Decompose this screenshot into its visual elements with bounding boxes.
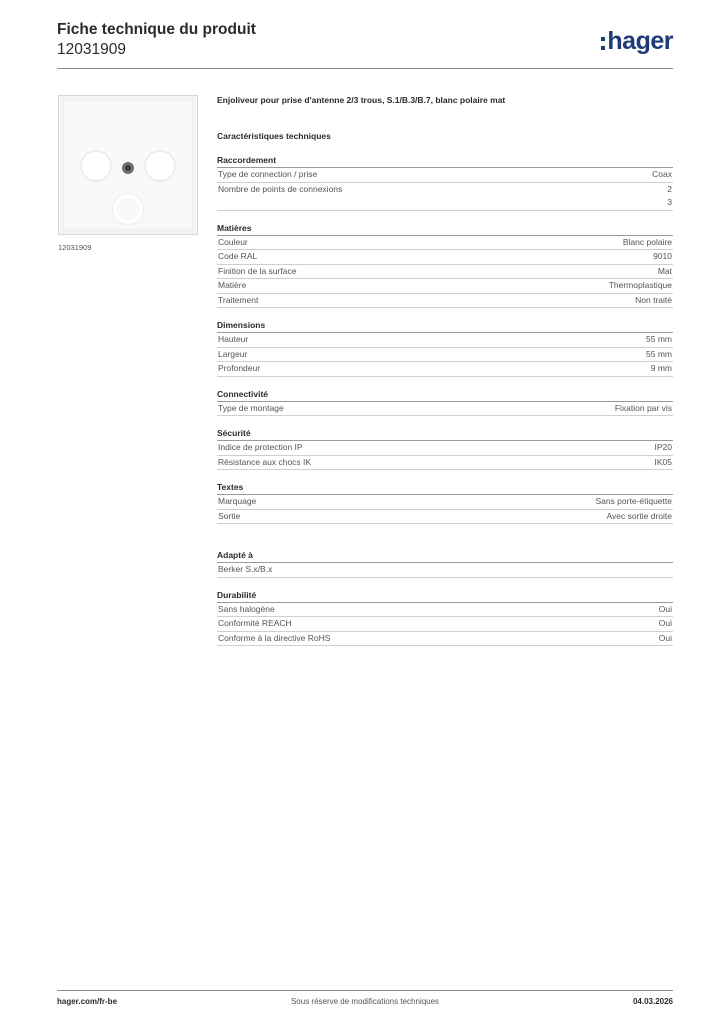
spec-value-line: Oui bbox=[658, 632, 672, 643]
spec-value-line: IP20 bbox=[654, 442, 672, 452]
footer-date: 04.03.2026 bbox=[632, 997, 673, 1006]
logo-text: hager bbox=[607, 27, 673, 55]
spec-row bbox=[217, 495, 673, 510]
spec-value-line: IK05 bbox=[654, 456, 672, 467]
logo-dots-icon bbox=[601, 37, 605, 50]
spec-row bbox=[217, 279, 673, 294]
spec-value bbox=[659, 603, 672, 617]
spec-row bbox=[217, 265, 673, 280]
spec-value bbox=[658, 265, 672, 279]
spec-label: Hauteur bbox=[218, 334, 249, 344]
spec-value bbox=[651, 362, 672, 376]
spec-row bbox=[217, 348, 673, 363]
spec-section bbox=[217, 319, 673, 377]
spec-row bbox=[217, 441, 673, 456]
spec-value bbox=[609, 279, 672, 293]
spec-value bbox=[659, 632, 672, 646]
spec-sections bbox=[217, 154, 673, 646]
tech-heading: Caractéristiques techniques bbox=[217, 131, 331, 141]
spec-section bbox=[217, 154, 673, 211]
spec-value bbox=[659, 617, 672, 631]
spec-value bbox=[623, 236, 672, 250]
spec-label: Type de montage bbox=[218, 402, 284, 413]
footer-website: hager.com/fr-be bbox=[57, 997, 118, 1006]
spec-label: Berker S.x/B.x bbox=[218, 564, 273, 574]
spec-label: Sortie bbox=[218, 510, 241, 521]
spec-value bbox=[615, 402, 672, 416]
spec-label: Nombre de points de connexions bbox=[218, 183, 343, 194]
spec-label: Couleur bbox=[218, 236, 248, 247]
spec-value bbox=[655, 456, 673, 470]
spec-row bbox=[217, 294, 673, 309]
section-title: Dimensions bbox=[217, 319, 673, 333]
spec-section bbox=[217, 427, 673, 470]
section-title: Sécurité bbox=[217, 427, 673, 441]
spec-label: Finition de la surface bbox=[218, 265, 297, 276]
cover-plate-icon bbox=[59, 96, 197, 234]
spec-section bbox=[217, 388, 673, 417]
spec-value-line: 55 mm bbox=[646, 334, 672, 344]
spec-row bbox=[217, 456, 673, 471]
spec-row bbox=[217, 603, 673, 618]
spec-row bbox=[217, 333, 673, 348]
spec-value-line: Mat bbox=[657, 265, 672, 276]
spec-label: Sans halogène bbox=[218, 603, 275, 614]
section-title: Connectivité bbox=[217, 388, 673, 402]
spec-label: Conformité REACH bbox=[218, 618, 292, 628]
spec-value bbox=[655, 441, 673, 455]
spec-row bbox=[217, 510, 673, 525]
spec-row bbox=[217, 617, 673, 632]
spec-value-line: 3 bbox=[667, 197, 672, 207]
spec-section bbox=[217, 481, 673, 524]
spec-value bbox=[606, 510, 672, 524]
section-title: Matières bbox=[217, 222, 673, 236]
spec-section bbox=[217, 222, 673, 309]
spec-label: Résistance aux chocs IK bbox=[218, 456, 312, 467]
spec-row bbox=[217, 168, 673, 183]
spec-section bbox=[217, 549, 673, 578]
footer-notice: Sous réserve de modifications techniques bbox=[290, 997, 440, 1006]
spec-value bbox=[652, 168, 672, 182]
spec-value bbox=[646, 348, 672, 362]
spec-value-line: 2 bbox=[667, 183, 672, 194]
image-caption: 12031909 bbox=[58, 243, 92, 252]
spec-label: Traitement bbox=[218, 294, 259, 305]
spec-value bbox=[653, 250, 672, 264]
spec-value-line: Coax bbox=[652, 169, 672, 179]
spec-value-line: Thermoplastique bbox=[608, 280, 672, 290]
spec-row bbox=[217, 183, 673, 211]
header-divider bbox=[57, 68, 673, 69]
spec-value bbox=[595, 495, 672, 509]
spec-row bbox=[217, 250, 673, 265]
footer-divider bbox=[57, 990, 673, 991]
spec-row bbox=[217, 402, 673, 417]
document-title: Fiche technique du produit bbox=[57, 21, 256, 38]
spec-label: Type de connection / prise bbox=[218, 169, 318, 179]
product-image bbox=[58, 95, 198, 235]
section-title: Raccordement bbox=[217, 154, 673, 168]
spec-section bbox=[217, 589, 673, 647]
spec-label: Indice de protection IP bbox=[218, 442, 303, 452]
spec-label: Conforme à la directive RoHS bbox=[218, 632, 331, 643]
spec-value bbox=[667, 183, 672, 210]
section-title: Durabilité bbox=[217, 589, 673, 603]
spec-value bbox=[635, 294, 672, 308]
hager-logo bbox=[601, 24, 673, 58]
spec-value-line: Sans porte-étiquette bbox=[595, 496, 672, 506]
spec-row bbox=[217, 236, 673, 251]
spec-row bbox=[217, 563, 673, 578]
spec-value-line: 9 mm bbox=[650, 363, 672, 373]
section-title: Textes bbox=[217, 481, 673, 495]
spec-row bbox=[217, 362, 673, 377]
spec-value-line: Avec sortie droite bbox=[606, 510, 672, 521]
spec-value bbox=[646, 333, 672, 347]
spec-label: Code RAL bbox=[218, 251, 258, 261]
spec-label: Profondeur bbox=[218, 363, 261, 373]
spec-value-line: Oui bbox=[658, 618, 672, 628]
spec-value-line: Blanc polaire bbox=[622, 236, 672, 247]
spec-label: Matière bbox=[218, 280, 247, 290]
page-header bbox=[57, 20, 673, 72]
product-reference: 12031909 bbox=[57, 41, 126, 58]
spec-value-line: Fixation par vis bbox=[614, 402, 672, 413]
spec-label: Marquage bbox=[218, 496, 257, 506]
section-title: Adapté à bbox=[217, 549, 673, 563]
spec-value-line: 9010 bbox=[653, 251, 672, 261]
spec-value-line: 55 mm bbox=[646, 348, 672, 359]
product-description: Enjoliveur pour prise d'antenne 2/3 trous, S.1/B.3/B.7, blanc polaire mat bbox=[217, 95, 506, 105]
spec-value-line: Oui bbox=[658, 603, 672, 614]
spec-value-line: Non traité bbox=[635, 294, 672, 305]
spec-row bbox=[217, 632, 673, 647]
spec-content bbox=[217, 93, 673, 646]
spec-label: Largeur bbox=[218, 348, 248, 359]
